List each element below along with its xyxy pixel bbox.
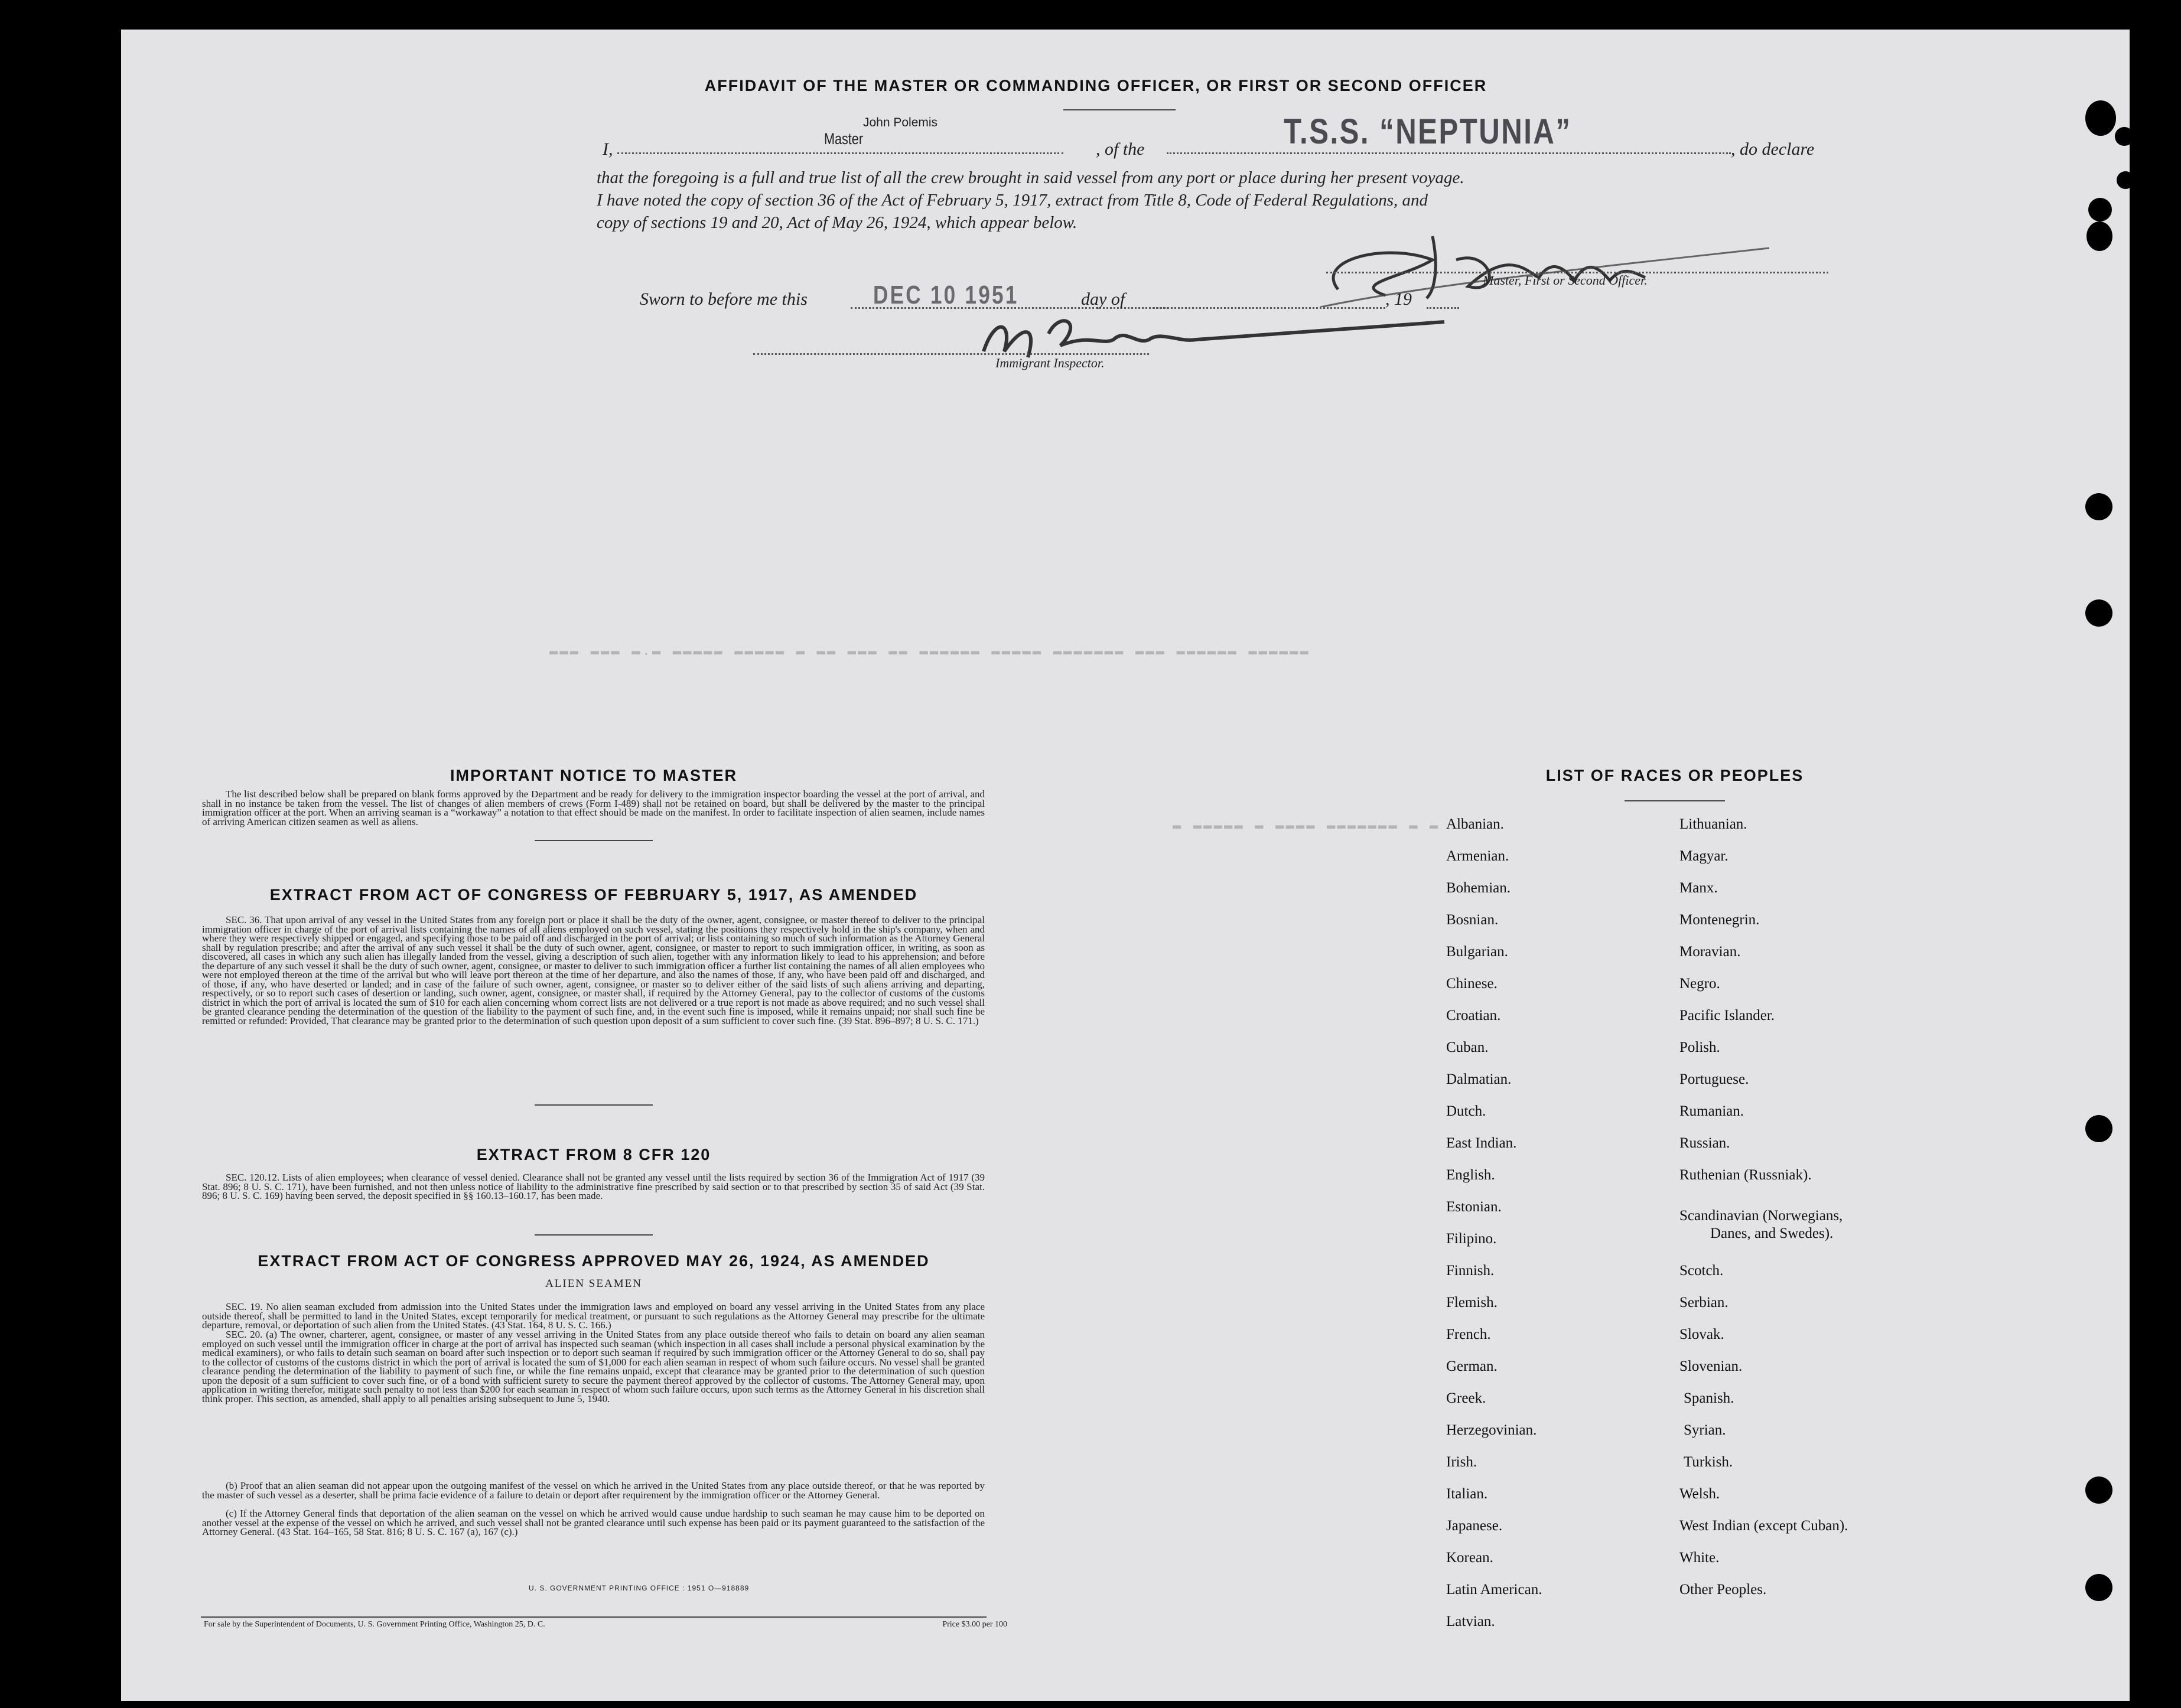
race-item: Scandinavian (Norwegians, xyxy=(1679,1208,1843,1224)
sworn-label: Sworn to before me this xyxy=(640,289,808,309)
race-item: Spanish. xyxy=(1684,1390,1734,1406)
extract-cfr-body: SEC. 120.12. Lists of alien employees; when clearance of vessel denied. Clearance shall not be granted any vessel until the lists required by section 36 of the Immigration Act of 1917 (39 Stat. 896; 8 U. S. C. 171), have been furnished, and not then unless notice of liability to the administrative fine prescribed by said section or to that prescribed by section 35 of said Act (39 Stat. 896; 8 U. S. C. 169) having been served, the deposit specified in §§ 160.13–160.17, has been made. xyxy=(202,1172,985,1201)
sec-20c: (c) If the Attorney General finds that deportation of the alien seaman on the vessel on which he arrived would cause undue hardship to such seaman he may cause him to be deported on another vessel at the expense of the vessel on which he arrived, and such vessel shall not be granted clearance until such expense has been paid or its payment guaranteed to the satisfaction of the Attorney General. (43 Stat. 164–165, 58 Stat. 816; 8 U. S. C. 167 (a), 167 (c).) xyxy=(202,1508,985,1537)
race-item: Magyar. xyxy=(1679,848,1728,864)
statement-line-3: copy of sections 19 and 20, Act of May 26, 1924, which appear below. xyxy=(597,213,1078,232)
race-item: Flemish. xyxy=(1446,1295,1498,1311)
race-item: Estonian. xyxy=(1446,1199,1502,1215)
race-item: Dalmatian. xyxy=(1446,1071,1512,1087)
of-the-label: , of the xyxy=(1096,139,1145,159)
sec-20a: SEC. 20. (a) The owner, charterer, agent, consignee, or master of any vessel arriving in the United States from any place outside thereof who fails to detain on board any alien seaman employed on such vessel until the immigration officer in charge at the port of arrival has inspected such seaman (which inspection in all cases shall include a personal physical examination by the medical examiners), or who fails to detain such seaman on board after such inspection or to deport such seaman if required by such immigration officer or the Attorney General to do so, shall pay to the collector of customs of the customs district in which the port of arrival is located the sum of $1,000 for each alien seaman in respect of whom such failure occurs. No vessel shall be granted clearance pending the determination of the liability to payment of such fine, or while the fine remains unpaid, except that clearance may be granted prior to the determination of such question upon the deposit of a sum sufficient to cover such fine, or of a bond with sufficient surety to secure the payment thereof approved by the collector of customs. The Attorney General may, upon application in writing therefor, mitigate such penalty to not less than $200 for each seaman in respect of whom such failure occurs, upon such terms as the Attorney General in his discretion shall think proper. This section, as amended, shall apply to all penalties arising subsequent to June 5, 1940. xyxy=(202,1329,985,1404)
binder-hole xyxy=(2085,1476,2112,1504)
race-item: Italian. xyxy=(1446,1486,1488,1502)
race-item: Albanian. xyxy=(1446,816,1504,832)
bleed-through-marks-2: ▬ ▬▬▬▬▬ ▬ ▬▬▬▬ ▬▬▬▬▬▬▬ ▬ ▬ xyxy=(1173,818,1440,834)
sec-20b: (b) Proof that an alien seaman did not appear upon the outgoing manifest of the vessel on which he arrived in the United States from any place outside thereof, or that he was reported by the master of such vessel as a deserter, shall be prima facie evidence of a failure to detain or deport after requirement by the immigration officer or the Attorney General. xyxy=(202,1480,985,1501)
statement-line-1: that the foregoing is a full and true list of all the crew brought in said vessel from any port or place during her present voyage. xyxy=(597,168,1464,187)
do-declare-label: , do declare xyxy=(1731,139,1815,159)
race-item: Herzegovinian. xyxy=(1446,1422,1537,1438)
race-item: Greek. xyxy=(1446,1390,1486,1406)
race-item: Chinese. xyxy=(1446,976,1498,992)
vessel-name-stamp: T.S.S. “NEPTUNIA” xyxy=(1284,112,1572,151)
race-item: Portuguese. xyxy=(1679,1071,1749,1087)
extract-1917-title: EXTRACT FROM ACT OF CONGRESS OF FEBRUARY 5, 1917, AS AMENDED xyxy=(269,886,918,904)
race-item: Japanese. xyxy=(1446,1518,1503,1534)
race-item: Lithuanian. xyxy=(1679,816,1747,832)
race-item: Serbian. xyxy=(1679,1295,1728,1311)
race-item: Latvian. xyxy=(1446,1614,1495,1629)
officer-rank: Master xyxy=(824,130,864,148)
notice-body: The list described below shall be prepared on blank forms approved by the Department and be ready for delivery to the immigration inspector boarding the vessel at the port of arrival, and shall in no instance be taken from the vessel. The list of changes of alien members of crews (Form I-489) shall not be retained on board, but shall be delivered by the master to the principal immigration officer at the port. When an arriving seaman is a “workaway” a notation to that effect should be made on the manifest. In order to facilitate inspection of alien seamen, include names of arriving American citizen seamen as well as aliens. xyxy=(202,788,985,827)
race-item: Turkish. xyxy=(1684,1454,1733,1470)
divider-3 xyxy=(535,1234,653,1236)
race-item: Welsh. xyxy=(1679,1486,1720,1502)
binder-hole xyxy=(2085,493,2112,520)
name-line xyxy=(617,152,1063,154)
race-item: Russian. xyxy=(1679,1135,1730,1151)
race-item: Cuban. xyxy=(1446,1039,1489,1055)
race-item: Other Peoples. xyxy=(1679,1582,1767,1598)
inspector-signature-line xyxy=(753,353,1149,355)
footer-right: Price $3.00 per 100 xyxy=(942,1620,1007,1629)
statement-line-2: I have noted the copy of section 36 of the Act of February 5, 1917, extract from Title 8, Code of Federal Regulations, and xyxy=(597,191,1428,210)
race-item: Bohemian. xyxy=(1446,880,1511,896)
affidavit-title: AFFIDAVIT OF THE MASTER OR COMMANDING OFFICER, OR FIRST OR SECOND OFFICER xyxy=(704,77,1487,94)
binder-hole xyxy=(2085,1115,2112,1142)
extract-1924-title: EXTRACT FROM ACT OF CONGRESS APPROVED MAY 26, 1924, AS AMENDED xyxy=(258,1252,930,1270)
binder-hole xyxy=(2088,198,2112,221)
race-item: French. xyxy=(1446,1326,1491,1342)
race-item: Dutch. xyxy=(1446,1103,1486,1119)
race-item: Finnish. xyxy=(1446,1263,1495,1279)
notice-title: IMPORTANT NOTICE TO MASTER xyxy=(450,767,737,784)
year-label: , 19 xyxy=(1385,289,1412,309)
bleed-through-marks: ▬▬▬ ▬▬▬ ▬.▬ ▬▬▬▬▬ ▬▬▬▬▬ ▬ ▬▬ ▬▬▬ ▬▬ ▬▬▬▬▬▬ ▬▬▬▬▬ ▬▬▬▬▬▬▬ ▬▬▬ ▬▬▬▬▬▬ ▬▬▬▬▬▬ xyxy=(549,644,1310,660)
race-item: Manx. xyxy=(1679,880,1718,896)
binder-hole xyxy=(2086,221,2112,251)
race-item: Syrian. xyxy=(1684,1422,1726,1438)
race-item: Scotch. xyxy=(1679,1263,1724,1279)
binder-hole xyxy=(2115,127,2130,146)
race-item: Moravian. xyxy=(1679,944,1741,960)
race-item: Korean. xyxy=(1446,1550,1493,1566)
race-item: Latin American. xyxy=(1446,1582,1542,1598)
race-item: Montenegrin. xyxy=(1679,912,1760,928)
binder-hole xyxy=(2085,100,2116,136)
day-of-label: day of xyxy=(1081,289,1125,309)
race-item: Slovak. xyxy=(1679,1326,1724,1342)
divider-2 xyxy=(535,1104,653,1106)
officer-name: John Polemis xyxy=(863,116,938,129)
races-title: LIST OF RACES OR PEOPLES xyxy=(1545,767,1804,784)
extract-1917-body: SEC. 36. That upon arrival of any vessel in the United States from any foreign port or place it shall be the duty of the owner, agent, consignee, or master thereof to deliver to the principal immigration officer in charge of the port of arrival lists containing the names of all aliens employed on such vessel, stating the positions they respectively hold in the ship's company, when and where they were respectively shipped or engaged, and specifying those to be paid off and discharged in the port of arrival; or lists containing so much of such information as the Attorney General shall by regulation prescribe; and after the arrival of any such vessel it shall be the duty of such owner, agent, consignee, or master to report to such immigration officer, in writing, as soon as discovered, all cases in which any such alien has illegally landed from the vessel, giving a description of such alien, together with any information likely to lead to his apprehension; and before the departure of any such vessel it shall be the duty of such owner, agent, consignee, or master to deliver to such immigration officer a further list containing the names of all alien employees who were not employed thereon at the time of the arrival but who will leave port thereon at the time of her departure, and also the names of those, if any, who have been paid off and discharged, and of those, if any, who have deserted or landed; and in case of the failure of such owner, agent, consignee, or master so to deliver either of the said lists of such aliens arriving and departing, respectively, or so to report such cases of desertion or landing, such owner, agent, consignee, or master shall, if required by the Attorney General, pay to the collector of customs of the customs district in which the port of arrival is located the sum of $10 for each alien concerning whom correct lists are not delivered or a true report is not made as above required; and no such vessel shall be granted clearance pending the determination of the question of the liability to the payment of such fine, and, in the event such fine is imposed, while it remains unpaid; nor shall such fine be remitted or refunded: Provided, That clearance may be granted prior to the determination of such question upon deposit of a sum sufficient to cover such fine. (39 Stat. 896–897; 8 U. S. C. 171.) xyxy=(202,914,985,1026)
affidavit-statement xyxy=(597,167,1837,234)
alien-seamen-subtitle: ALIEN SEAMEN xyxy=(545,1277,642,1290)
binder-hole xyxy=(2085,1574,2112,1601)
race-item: Danes, and Swedes). xyxy=(1710,1225,1834,1241)
race-item: East Indian. xyxy=(1446,1135,1517,1151)
binder-hole xyxy=(2085,599,2112,627)
footer-left: For sale by the Superintendent of Documents, U. S. Government Printing Office, Washington 25, D. C. xyxy=(204,1620,545,1629)
binder-hole xyxy=(2117,171,2130,189)
race-item: Bulgarian. xyxy=(1446,944,1508,960)
race-item: Rumanian. xyxy=(1679,1103,1744,1119)
race-item: English. xyxy=(1446,1167,1495,1183)
race-item: White. xyxy=(1679,1550,1720,1566)
footer-rule xyxy=(201,1616,987,1618)
race-item: German. xyxy=(1446,1358,1498,1374)
master-signature xyxy=(1314,224,1775,307)
master-caption: Master, First or Second Officer. xyxy=(1483,273,1648,288)
race-item: Slovenian. xyxy=(1679,1358,1743,1374)
race-item: Negro. xyxy=(1679,976,1720,992)
race-item: Croatian. xyxy=(1446,1008,1501,1024)
race-item: Ruthenian (Russniak). xyxy=(1679,1167,1812,1183)
date-stamp: DEC 10 1951 xyxy=(873,281,1019,309)
race-item: Filipino. xyxy=(1446,1231,1497,1247)
notice-divider xyxy=(535,840,653,841)
race-item: Bosnian. xyxy=(1446,912,1499,928)
inspector-caption: Immigrant Inspector. xyxy=(995,356,1105,370)
title-divider xyxy=(1063,109,1176,110)
races-divider xyxy=(1625,800,1725,801)
race-item: Polish. xyxy=(1679,1039,1720,1055)
race-item: West Indian (except Cuban). xyxy=(1679,1518,1848,1534)
affidavit-i: I, xyxy=(603,139,613,159)
sec-19: SEC. 19. No alien seaman excluded from admission into the United States under the immigration laws and employed on board any vessel arriving in the United States from any place outside thereof, shall be permitted to land in the United States, except temporarily for medical treatment, or pursuant to such regulations as the Attorney General may prescribe for the ultimate departure, removal, or deportation of such alien from the United States. (43 Stat. 164, 8 U. S. C. 166.) xyxy=(202,1301,985,1331)
vessel-line xyxy=(1167,152,1731,154)
extract-cfr-title: EXTRACT FROM 8 CFR 120 xyxy=(476,1146,711,1163)
race-item: Irish. xyxy=(1446,1454,1477,1470)
race-item: Armenian. xyxy=(1446,848,1509,864)
printing-office-line: U. S. GOVERNMENT PRINTING OFFICE : 1951 O—918889 xyxy=(529,1584,750,1592)
document-page xyxy=(121,30,2130,1701)
race-item: Pacific Islander. xyxy=(1679,1008,1775,1024)
